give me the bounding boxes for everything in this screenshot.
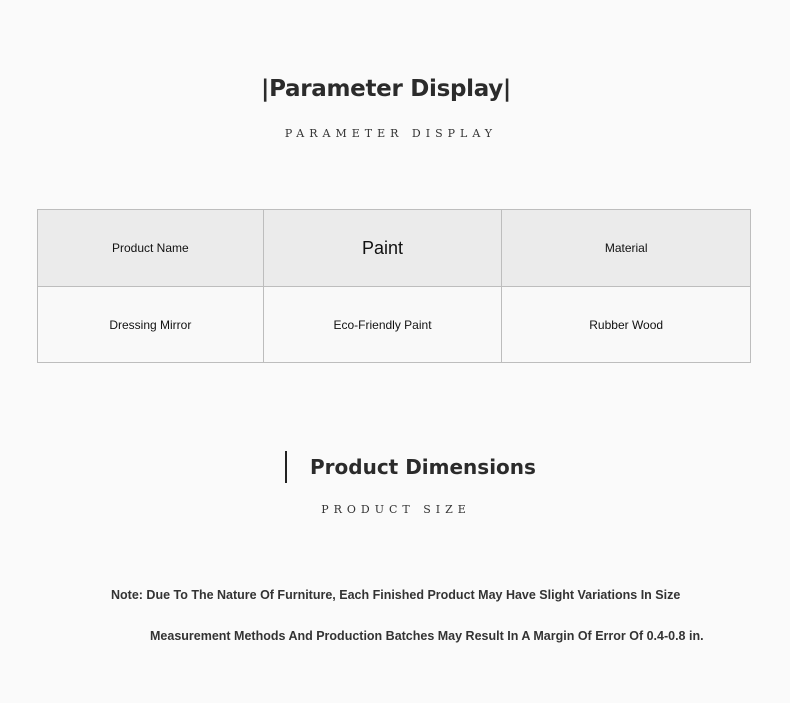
size-variation-note: Note: Due To The Nature Of Furniture, Each Finished Product May Have Slight Variations In Size [111, 588, 681, 602]
parameter-display-title: |Parameter Display| [260, 76, 512, 102]
title-accent-bar [285, 451, 287, 483]
header-cell-product-name: Product Name [38, 210, 264, 287]
product-dimensions-title: Product Dimensions [310, 455, 536, 479]
product-size-subtitle: PRODUCT SIZE [321, 503, 471, 516]
cell-material-value: Rubber Wood [502, 287, 751, 363]
table-header-row [38, 210, 751, 287]
header-cell-paint: Paint [263, 210, 502, 287]
parameter-display-subtitle: PARAMETER DISPLAY [284, 127, 498, 140]
cell-product-name-value: Dressing Mirror [38, 287, 264, 363]
measurement-error-note: Measurement Methods And Production Batches May Result In A Margin Of Error Of 0.4-0.8 in. [150, 629, 704, 643]
cell-paint-value: Eco-Friendly Paint [263, 287, 502, 363]
header-cell-material: Material [502, 210, 751, 287]
parameter-table [37, 209, 751, 363]
table-row [38, 287, 751, 363]
